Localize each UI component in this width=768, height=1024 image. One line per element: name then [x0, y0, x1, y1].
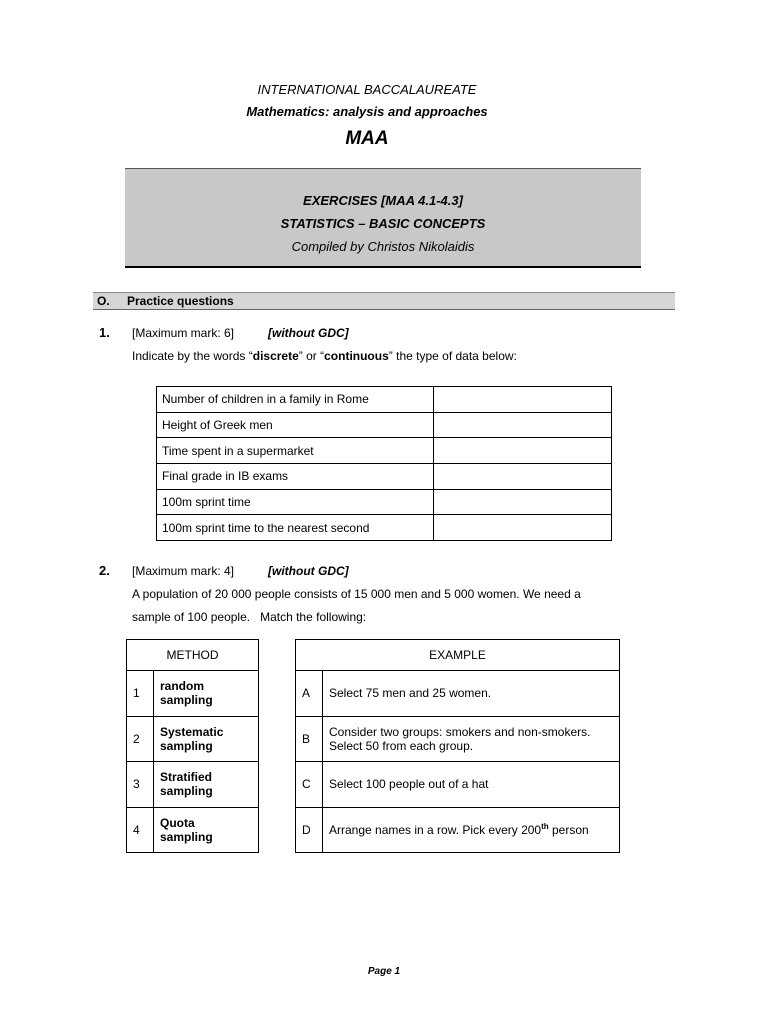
answer-cell[interactable]	[434, 412, 612, 438]
data-item: Final grade in IB exams	[157, 464, 434, 490]
question-2-number: 2.	[99, 563, 110, 578]
title-banner	[125, 168, 641, 268]
word-discrete: discrete	[252, 349, 299, 363]
method-header: METHOD	[127, 640, 259, 671]
example-text: Select 100 people out of a hat	[323, 762, 620, 808]
table-row	[296, 807, 620, 853]
section-header	[93, 292, 675, 310]
table-row	[157, 515, 612, 541]
method-name: Systematic sampling	[154, 716, 259, 762]
method-table	[126, 639, 259, 853]
method-name: Quota sampling	[154, 807, 259, 853]
method-name: random sampling	[154, 671, 259, 717]
table-row	[157, 464, 612, 490]
example-letter: D	[296, 807, 323, 853]
method-number: 3	[127, 762, 154, 808]
method-number: 2	[127, 716, 154, 762]
example-letter: C	[296, 762, 323, 808]
table-row	[157, 387, 612, 413]
banner-author: Compiled by Christos Nikolaidis	[291, 239, 475, 254]
org-name: INTERNATIONAL BACCALAUREATE	[257, 82, 477, 97]
question-1-instruction: Indicate by the words “discrete” or “continuous” the type of data below:	[132, 349, 517, 363]
method-name: Stratified sampling	[154, 762, 259, 808]
table-row	[127, 807, 259, 853]
page-number: Page 1	[367, 966, 401, 977]
example-header: EXAMPLE	[296, 640, 620, 671]
question-1-gdc-tag: [without GDC]	[268, 326, 349, 340]
answer-cell[interactable]	[434, 464, 612, 490]
banner-subtitle: STATISTICS – BASIC CONCEPTS	[280, 216, 486, 231]
course-code: MAA	[345, 128, 389, 149]
example-text: Consider two groups: smokers and non-smokers. Select 50 from each group.	[323, 716, 620, 762]
course-name: Mathematics: analysis and approaches	[246, 104, 488, 119]
answer-cell[interactable]	[434, 489, 612, 515]
example-text: Arrange names in a row. Pick every 200th person	[323, 807, 620, 853]
answer-cell[interactable]	[434, 438, 612, 464]
example-table	[295, 639, 620, 853]
table-row	[296, 671, 620, 717]
question-1-marks: [Maximum mark: 6]	[132, 326, 235, 340]
word-continuous: continuous	[324, 349, 389, 363]
question-2-marks: [Maximum mark: 4]	[132, 564, 235, 578]
example-letter: B	[296, 716, 323, 762]
data-item: Height of Greek men	[157, 412, 434, 438]
table-row	[296, 762, 620, 808]
method-number: 1	[127, 671, 154, 717]
answer-cell[interactable]	[434, 387, 612, 413]
banner-title: EXERCISES [MAA 4.1-4.3]	[303, 193, 463, 208]
answer-cell[interactable]	[434, 515, 612, 541]
table-row	[157, 412, 612, 438]
table-row	[127, 716, 259, 762]
data-type-table	[156, 386, 612, 541]
data-item: 100m sprint time	[157, 489, 434, 515]
data-item: 100m sprint time to the nearest second	[157, 515, 434, 541]
section-title: Practice questions	[127, 294, 234, 308]
table-row	[157, 489, 612, 515]
question-2-text-line2: sample of 100 people. Match the following:	[132, 610, 367, 624]
data-item: Time spent in a supermarket	[157, 438, 434, 464]
table-row	[296, 716, 620, 762]
table-row	[127, 671, 259, 717]
table-row	[127, 762, 259, 808]
question-2-gdc-tag: [without GDC]	[268, 564, 349, 578]
table-row	[157, 438, 612, 464]
method-number: 4	[127, 807, 154, 853]
section-number: O.	[97, 294, 110, 308]
question-2-text-line1: A population of 20 000 people consists of 15 000 men and 5 000 women. We need a	[132, 587, 581, 601]
question-1-number: 1.	[99, 325, 110, 340]
example-text: Select 75 men and 25 women.	[323, 671, 620, 717]
example-letter: A	[296, 671, 323, 717]
data-item: Number of children in a family in Rome	[157, 387, 434, 413]
